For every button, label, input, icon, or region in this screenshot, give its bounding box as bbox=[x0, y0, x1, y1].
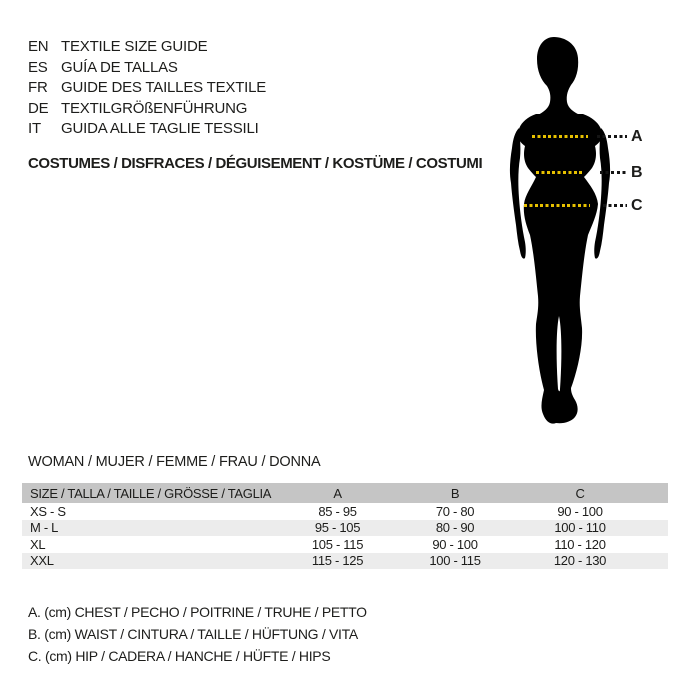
language-label: TEXTILE SIZE GUIDE bbox=[61, 38, 208, 55]
chest-line-label: A bbox=[631, 128, 643, 145]
language-code: EN bbox=[28, 38, 49, 55]
language-code: IT bbox=[28, 120, 41, 137]
language-row-en bbox=[28, 37, 266, 58]
hip-cell: 90 - 100 bbox=[557, 503, 603, 519]
chest-cell: 95 - 105 bbox=[314, 520, 361, 536]
size-cell: XL bbox=[30, 536, 46, 552]
header-col-c: C bbox=[575, 485, 585, 501]
hip-measure-line bbox=[524, 204, 590, 207]
table-header-row bbox=[22, 483, 668, 503]
silhouette-right-arm bbox=[594, 128, 610, 259]
header-col-b: B bbox=[450, 485, 460, 501]
chest-measure-line bbox=[532, 135, 588, 138]
hip-connector-line bbox=[603, 204, 627, 207]
hip-line-label: C bbox=[631, 197, 643, 214]
legend-note-waist: B. (cm) WAIST / CINTURA / TAILLE / HÜFTUNG / VITA bbox=[28, 626, 358, 642]
waist-cell: 100 - 115 bbox=[429, 553, 481, 569]
waist-line-label: B bbox=[631, 164, 643, 181]
language-label: TEXTILGRÖßENFÜHRUNG bbox=[61, 99, 248, 117]
language-code: FR bbox=[28, 79, 48, 96]
category-title: COSTUMES / DISFRACES / DÉGUISEMENT / KOSTÜME / COSTUMI bbox=[28, 155, 483, 172]
language-row-it bbox=[28, 119, 266, 140]
legend-note-chest: A. (cm) CHEST / PECHO / POITRINE / TRUHE / PETTO bbox=[28, 604, 367, 620]
hip-cell: 100 - 110 bbox=[554, 520, 606, 536]
table-row bbox=[22, 503, 668, 520]
chest-cell: 105 - 115 bbox=[311, 536, 364, 552]
header-size-label: SIZE / TALLA / TAILLE / GRÖSSE / TAGLIA bbox=[30, 485, 272, 501]
size-cell: M - L bbox=[30, 520, 59, 536]
waist-connector-line bbox=[600, 171, 627, 174]
size-cell: XXL bbox=[30, 553, 54, 569]
woman-silhouette bbox=[505, 32, 620, 428]
chest-cell: 115 - 125 bbox=[311, 553, 364, 569]
waist-cell: 80 - 90 bbox=[435, 520, 475, 536]
silhouette-head bbox=[536, 37, 582, 116]
table-row bbox=[22, 536, 668, 553]
waist-cell: 70 - 80 bbox=[435, 503, 475, 519]
measurement-legend bbox=[28, 601, 367, 667]
language-label: GUIDA ALLE TAGLIE TESSILI bbox=[61, 120, 259, 137]
silhouette-left-arm bbox=[510, 128, 526, 259]
chest-cell: 85 - 95 bbox=[318, 503, 357, 519]
header-col-a: A bbox=[333, 485, 342, 501]
language-code: DE bbox=[28, 99, 49, 117]
size-table bbox=[22, 483, 668, 569]
language-row-de bbox=[28, 99, 266, 120]
language-code: ES bbox=[28, 58, 48, 76]
language-label: GUIDE DES TAILLES TEXTILE bbox=[61, 79, 267, 96]
language-row-fr bbox=[28, 78, 266, 99]
table-row bbox=[22, 520, 668, 537]
size-cell: XS - S bbox=[30, 503, 66, 519]
legend-note-hip: C. (cm) HIP / CADERA / HANCHE / HÜFTE / HIPS bbox=[28, 648, 331, 664]
table-section-title: WOMAN / MUJER / FEMME / FRAU / DONNA bbox=[28, 454, 321, 470]
waist-measure-line bbox=[536, 171, 584, 174]
chest-connector-line bbox=[597, 135, 627, 138]
table-row bbox=[22, 553, 668, 570]
language-row-es bbox=[28, 58, 266, 79]
hip-cell: 120 - 130 bbox=[553, 553, 607, 569]
language-label: GUÍA DE TALLAS bbox=[61, 58, 178, 76]
hip-cell: 110 - 120 bbox=[554, 536, 606, 552]
language-list bbox=[28, 37, 266, 140]
waist-cell: 90 - 100 bbox=[432, 536, 478, 552]
